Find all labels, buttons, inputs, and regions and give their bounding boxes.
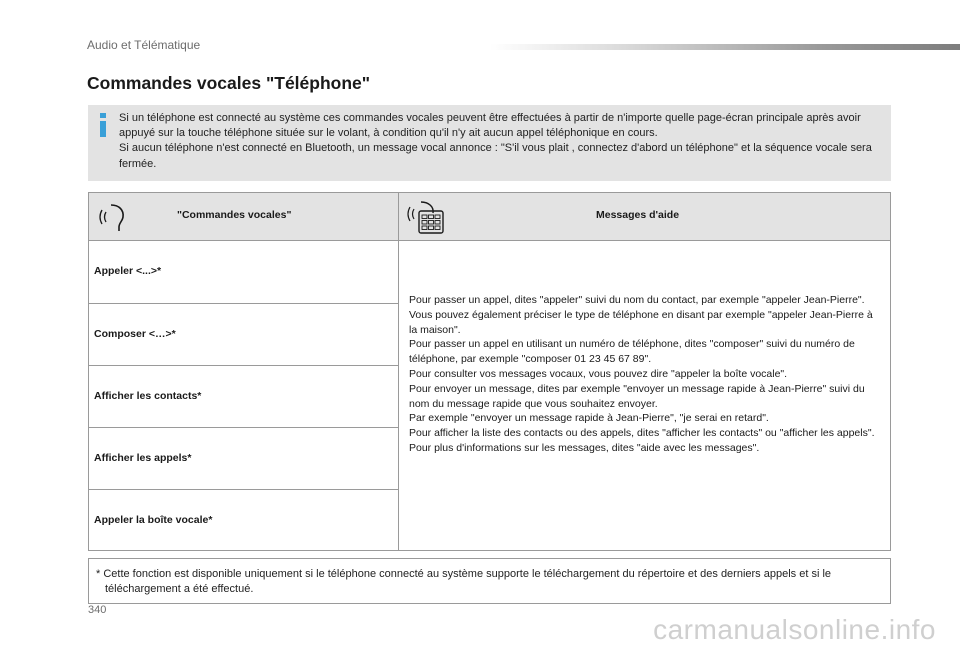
- command-row: [89, 241, 398, 303]
- watermark: carmanualsonline.info: [653, 614, 936, 645]
- column-divider: [398, 241, 399, 550]
- info-text: [119, 111, 884, 172]
- voice-command-table: [88, 192, 891, 551]
- help-line: Vous pouvez également préciser le type de téléphone en disant par exemple "appeler Jean-Pierre à la maison".: [409, 308, 873, 336]
- help-line: Pour passer un appel, dites "appeler" suivi du nom du contact, par exemple "appeler Jean-Pierre".: [409, 294, 865, 306]
- voice-command-icon: [97, 201, 129, 233]
- command-row: [89, 303, 398, 365]
- header-rule: [490, 44, 960, 50]
- help-line: Pour envoyer un message, dites par exemple "envoyer un message rapide à Jean-Pierre" suivi du nom du message rapide que vous souhaitez envoyer.: [409, 382, 865, 410]
- command-label: Appeler <...>*: [94, 265, 162, 277]
- command-row: [89, 489, 398, 551]
- info-box: [88, 105, 891, 181]
- command-row: [89, 365, 398, 427]
- table-header-help: [399, 193, 890, 240]
- help-line: Par exemple "envoyer un message rapide à Jean-Pierre", "je serai en retard".: [409, 412, 769, 425]
- help-line: Pour consulter vos messages vocaux, vous pouvez dire "appeler la boîte vocale".: [409, 367, 788, 380]
- phone-keypad-voice-icon: [403, 199, 447, 235]
- info-paragraph: Si un téléphone est connecté au système ces commandes vocales peuvent être effectuées à partir de n'importe quelle page-écran principale après avoir appuyé sur la touche téléphone située sur le volant, à condition qu'il n'y ait aucun appel téléphonique en cours.: [119, 112, 861, 140]
- help-text: [409, 293, 881, 456]
- table-header-label: Messages d'aide: [596, 209, 680, 221]
- footnote-text: * Cette fonction est disponible uniquement si le téléphone connecté au système supporte le téléchargement du répertoire et des derniers appels et si le téléchargement a été effectué.: [96, 568, 832, 596]
- help-line: Pour afficher la liste des contacts ou des appels, dites "afficher les contacts" ou "afficher les appels".: [409, 427, 875, 440]
- section-label: Audio et Télématique: [87, 38, 201, 52]
- help-line: Pour passer un appel en utilisant un numéro de téléphone, dites "composer" suivi du numéro de téléphone, par exemple "composer 01 23 45 67 89".: [409, 338, 855, 366]
- info-icon: [98, 113, 108, 137]
- table-header-label: "Commandes vocales": [177, 209, 292, 221]
- command-label: Appeler la boîte vocale*: [94, 514, 213, 526]
- command-label: Afficher les contacts*: [94, 390, 202, 402]
- page-number: 340: [88, 604, 107, 616]
- command-label: Composer <…>*: [94, 328, 176, 340]
- footnote-box: [88, 558, 891, 604]
- page-title: Commandes vocales "Téléphone": [87, 73, 371, 93]
- info-paragraph: Si aucun téléphone n'est connecté en Bluetooth, un message vocal annonce : "S'il vous plait , connectez d'abord un téléphone" et la séquence vocale sera fermée.: [119, 142, 872, 170]
- command-label: Afficher les appels*: [94, 452, 192, 464]
- table-header-commands: [89, 193, 399, 240]
- help-line: Pour plus d'informations sur les messages, dites "aide avec les messages".: [409, 441, 760, 454]
- command-row: [89, 427, 398, 489]
